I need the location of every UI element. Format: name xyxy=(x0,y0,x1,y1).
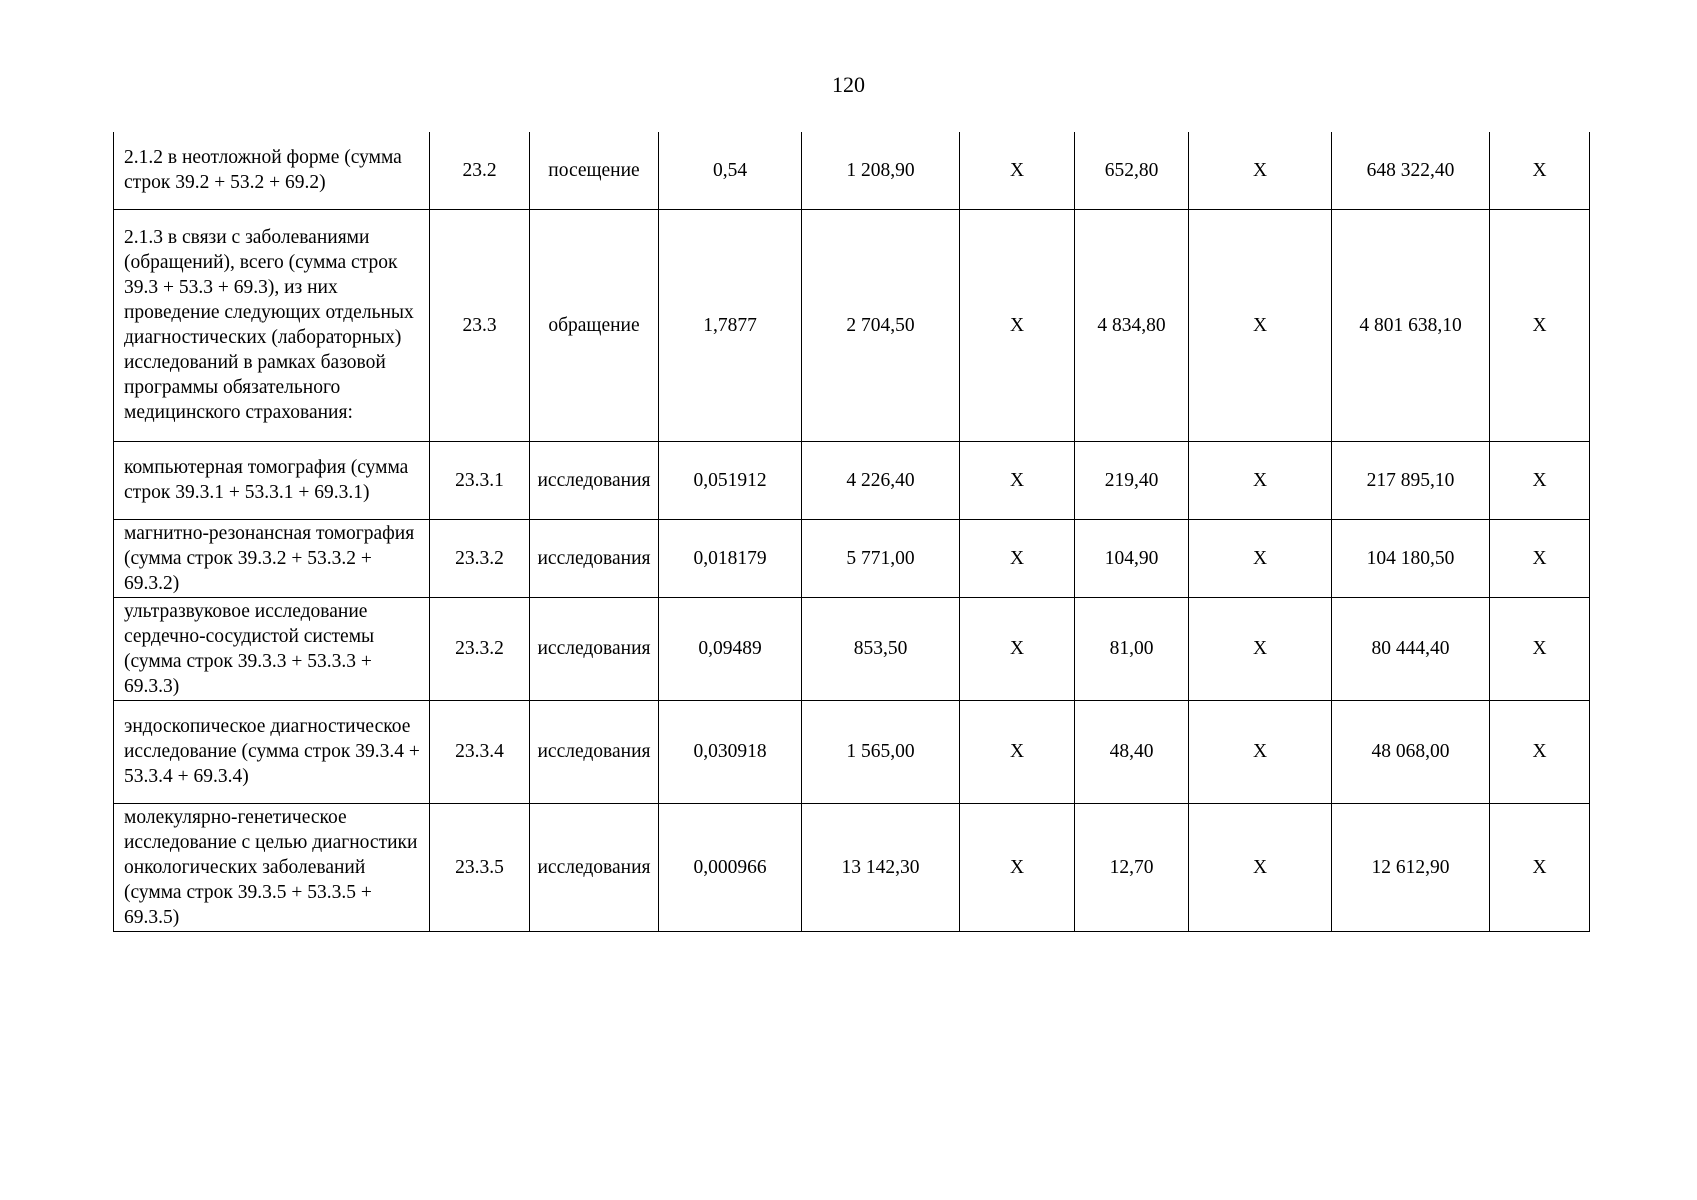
row-code-cell: 23.3.4 xyxy=(430,700,530,803)
row-x-cell: Х xyxy=(1490,519,1590,597)
row-unit-cell: исследования xyxy=(530,441,659,519)
data-table xyxy=(113,132,1590,932)
row-total-cell: 80 444,40 xyxy=(1332,597,1490,700)
table-row xyxy=(114,519,1590,597)
row-x-cell: Х xyxy=(1490,132,1590,209)
row-code-cell: 23.2 xyxy=(430,132,530,209)
table-row xyxy=(114,441,1590,519)
table-row xyxy=(114,700,1590,803)
row-x-cell: Х xyxy=(960,803,1075,931)
row-per-capita-cell: 219,40 xyxy=(1075,441,1189,519)
row-unit-cell: обращение xyxy=(530,209,659,441)
row-total-cell: 48 068,00 xyxy=(1332,700,1490,803)
row-x-cell: Х xyxy=(1189,132,1332,209)
row-code-cell: 23.3.2 xyxy=(430,519,530,597)
row-volume-cell: 0,030918 xyxy=(659,700,802,803)
row-code-cell: 23.3.2 xyxy=(430,597,530,700)
row-volume-cell: 0,000966 xyxy=(659,803,802,931)
row-total-cell: 217 895,10 xyxy=(1332,441,1490,519)
row-x-cell: Х xyxy=(1189,700,1332,803)
row-x-cell: Х xyxy=(960,700,1075,803)
row-unit-cell: посещение xyxy=(530,132,659,209)
row-unit-cell: исследования xyxy=(530,519,659,597)
row-cost-cell: 4 226,40 xyxy=(802,441,960,519)
row-cost-cell: 1 565,00 xyxy=(802,700,960,803)
row-x-cell: Х xyxy=(1189,519,1332,597)
row-volume-cell: 1,7877 xyxy=(659,209,802,441)
row-total-cell: 104 180,50 xyxy=(1332,519,1490,597)
table-body xyxy=(114,132,1590,931)
row-volume-cell: 0,54 xyxy=(659,132,802,209)
row-name-cell: эндоскопическое диагностическое исследование (сумма строк 39.3.4 + 53.3.4 + 69.3.4) xyxy=(114,700,430,803)
row-name-cell: магнитно-резонансная томография (сумма строк 39.3.2 + 53.3.2 + 69.3.2) xyxy=(114,519,430,597)
table-row xyxy=(114,597,1590,700)
row-code-cell: 23.3.5 xyxy=(430,803,530,931)
row-x-cell: Х xyxy=(1490,700,1590,803)
row-code-cell: 23.3.1 xyxy=(430,441,530,519)
row-cost-cell: 2 704,50 xyxy=(802,209,960,441)
row-name-cell: 2.1.3 в связи с заболеваниями (обращений), всего (сумма строк 39.3 + 53.3 + 69.3), из них проведение следующих отдельных диагностических (лабораторных) исследований в рамках базовой программы обязательного медицинского страхования: xyxy=(114,209,430,441)
row-per-capita-cell: 4 834,80 xyxy=(1075,209,1189,441)
row-x-cell: Х xyxy=(960,441,1075,519)
row-volume-cell: 0,018179 xyxy=(659,519,802,597)
row-per-capita-cell: 104,90 xyxy=(1075,519,1189,597)
row-unit-cell: исследования xyxy=(530,597,659,700)
row-cost-cell: 5 771,00 xyxy=(802,519,960,597)
row-x-cell: Х xyxy=(960,209,1075,441)
row-cost-cell: 853,50 xyxy=(802,597,960,700)
row-x-cell: Х xyxy=(1490,803,1590,931)
row-total-cell: 648 322,40 xyxy=(1332,132,1490,209)
row-name-cell: ультразвуковое исследование сердечно-сосудистой системы (сумма строк 39.3.3 + 53.3.3 + 69.3.3) xyxy=(114,597,430,700)
row-cost-cell: 1 208,90 xyxy=(802,132,960,209)
row-unit-cell: исследования xyxy=(530,700,659,803)
table-row xyxy=(114,803,1590,931)
row-x-cell: Х xyxy=(1189,209,1332,441)
row-per-capita-cell: 81,00 xyxy=(1075,597,1189,700)
row-x-cell: Х xyxy=(960,132,1075,209)
row-total-cell: 4 801 638,10 xyxy=(1332,209,1490,441)
row-x-cell: Х xyxy=(1189,441,1332,519)
row-volume-cell: 0,051912 xyxy=(659,441,802,519)
row-per-capita-cell: 12,70 xyxy=(1075,803,1189,931)
row-volume-cell: 0,09489 xyxy=(659,597,802,700)
row-x-cell: Х xyxy=(1490,209,1590,441)
row-name-cell: 2.1.2 в неотложной форме (сумма строк 39.2 + 53.2 + 69.2) xyxy=(114,132,430,209)
row-unit-cell: исследования xyxy=(530,803,659,931)
row-cost-cell: 13 142,30 xyxy=(802,803,960,931)
row-x-cell: Х xyxy=(1189,597,1332,700)
row-code-cell: 23.3 xyxy=(430,209,530,441)
row-x-cell: Х xyxy=(1490,597,1590,700)
row-x-cell: Х xyxy=(960,597,1075,700)
row-x-cell: Х xyxy=(1189,803,1332,931)
row-x-cell: Х xyxy=(1490,441,1590,519)
row-total-cell: 12 612,90 xyxy=(1332,803,1490,931)
row-per-capita-cell: 48,40 xyxy=(1075,700,1189,803)
page-number: 120 xyxy=(832,72,865,97)
table-row xyxy=(114,209,1590,441)
row-name-cell: молекулярно-генетическое исследование с целью диагностики онкологических заболеваний (сумма строк 39.3.5 + 53.3.5 + 69.3.5) xyxy=(114,803,430,931)
row-per-capita-cell: 652,80 xyxy=(1075,132,1189,209)
row-name-cell: компьютерная томография (сумма строк 39.3.1 + 53.3.1 + 69.3.1) xyxy=(114,441,430,519)
table-row xyxy=(114,132,1590,209)
row-x-cell: Х xyxy=(960,519,1075,597)
